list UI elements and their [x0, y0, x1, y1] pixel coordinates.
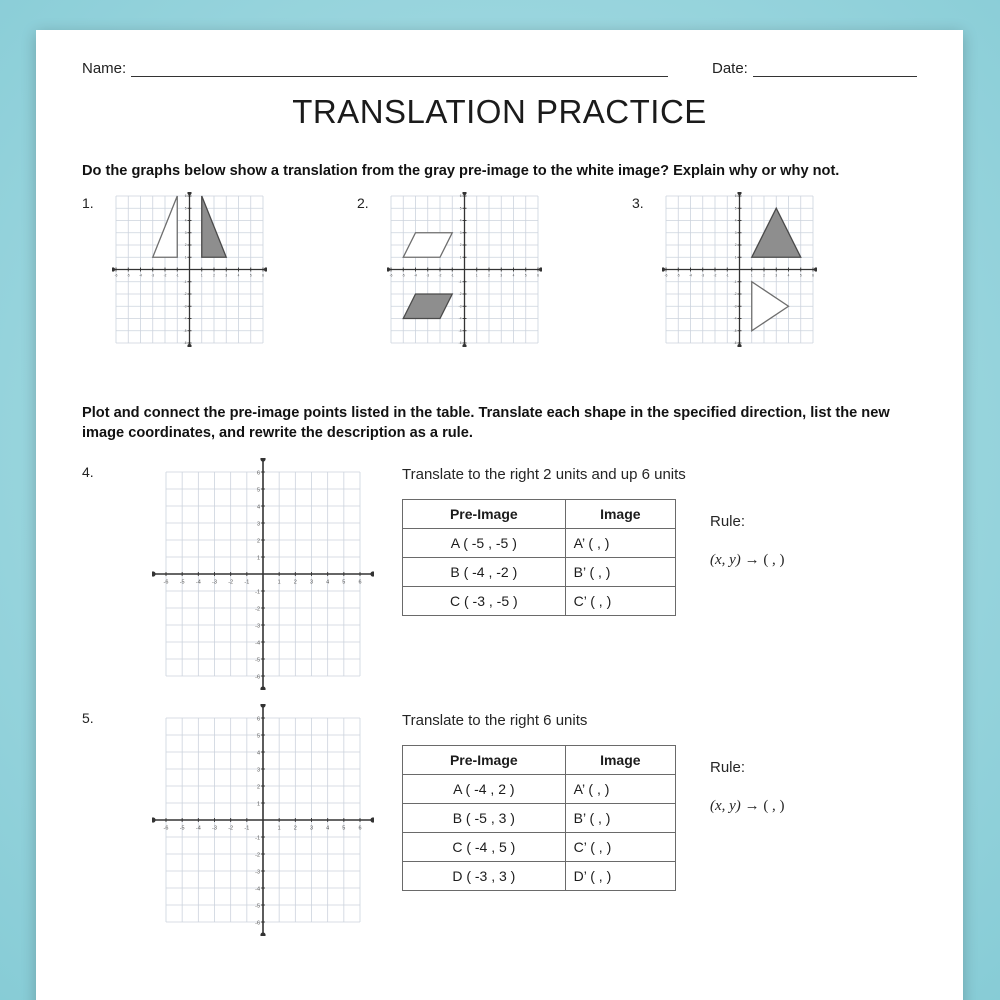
svg-text:-3: -3 [701, 273, 705, 278]
identify-problems-row [82, 192, 917, 347]
svg-text:2: 2 [488, 273, 490, 278]
problem-5-number: 5. [82, 710, 94, 727]
svg-text:2: 2 [256, 538, 260, 545]
problem-1 [82, 192, 357, 347]
problem-5-instruction: Translate to the right 6 units [402, 712, 588, 730]
svg-text:5: 5 [342, 579, 346, 586]
image-answer-cell[interactable]: C’ ( , ) [565, 587, 675, 616]
svg-text:3: 3 [459, 230, 462, 235]
svg-text:-3: -3 [733, 304, 737, 309]
svg-text:-6: -6 [255, 674, 260, 681]
svg-text:-4: -4 [255, 886, 260, 893]
svg-text:3: 3 [225, 273, 228, 278]
problem-4-rule-label: Rule: [710, 513, 746, 531]
svg-text:-2: -2 [228, 579, 234, 586]
problem-5-table [402, 745, 676, 891]
problem-4-number: 4. [82, 464, 94, 481]
svg-text:1: 1 [277, 825, 281, 832]
svg-text:1: 1 [200, 273, 203, 278]
svg-text:-2: -2 [713, 273, 717, 278]
image-answer-cell[interactable]: D’ ( , ) [565, 862, 675, 891]
svg-text:-1: -1 [450, 273, 454, 278]
name-label: Name: [82, 60, 127, 77]
svg-text:1: 1 [459, 255, 462, 260]
column-header-image: Image [565, 746, 675, 775]
svg-text:-2: -2 [733, 291, 737, 296]
svg-text:-6: -6 [163, 825, 169, 832]
svg-text:-2: -2 [183, 291, 187, 296]
svg-text:-4: -4 [414, 273, 417, 278]
problem-5 [82, 704, 917, 936]
table-row [403, 587, 676, 616]
svg-text:-4: -4 [195, 825, 201, 832]
svg-text:-1: -1 [733, 279, 737, 284]
svg-text:5: 5 [249, 273, 252, 278]
problem-5-rule-equation[interactable] [710, 798, 785, 815]
problem-4-instruction: Translate to the right 2 units and up 6 units [402, 466, 686, 484]
svg-text:2: 2 [256, 784, 260, 791]
svg-text:-4: -4 [458, 316, 462, 321]
rule-prefix: (x, y) [710, 798, 741, 815]
image-answer-cell[interactable]: C’ ( , ) [565, 833, 675, 862]
svg-text:3: 3 [309, 579, 314, 586]
svg-text:-5: -5 [179, 579, 185, 586]
svg-text:-3: -3 [458, 304, 462, 309]
prompt-plot-and-translate: Plot and connect the pre-image points listed in the table. Translate each shape in the specified direction, list the new image coordinates, and rewrite the description as a rule. [82, 404, 890, 442]
svg-text:6: 6 [537, 273, 539, 278]
pre-image-cell: B ( -5 , 3 ) [403, 804, 566, 833]
problem-3-number: 3. [632, 194, 644, 211]
svg-text:-5: -5 [458, 328, 462, 333]
svg-text:3: 3 [500, 273, 503, 278]
svg-text:-5: -5 [183, 328, 187, 333]
svg-text:-6: -6 [163, 579, 169, 586]
svg-text:5: 5 [459, 206, 462, 211]
svg-text:-2: -2 [438, 273, 442, 278]
svg-text:5: 5 [256, 733, 260, 740]
svg-text:-2: -2 [255, 852, 260, 859]
pre-image-cell: D ( -3 , 3 ) [403, 862, 566, 891]
svg-text:-4: -4 [255, 640, 260, 647]
svg-text:-5: -5 [179, 825, 185, 832]
svg-text:6: 6 [459, 193, 462, 198]
problem-1-graph [112, 192, 267, 347]
svg-text:-5: -5 [255, 657, 260, 664]
pre-image-cell: A ( -4 , 2 ) [403, 775, 566, 804]
svg-text:-3: -3 [255, 869, 260, 876]
svg-text:1: 1 [277, 579, 281, 586]
svg-text:4: 4 [459, 218, 462, 223]
svg-text:-3: -3 [183, 304, 187, 309]
svg-text:6: 6 [358, 579, 362, 586]
svg-text:-5: -5 [733, 328, 737, 333]
svg-text:-6: -6 [183, 340, 187, 345]
problem-4-rule [710, 499, 785, 569]
svg-text:3: 3 [309, 825, 314, 832]
problem-2 [357, 192, 632, 347]
svg-text:6: 6 [184, 193, 187, 198]
column-header-image: Image [565, 500, 675, 529]
rule-blank[interactable]: ( , ) [763, 798, 785, 815]
worksheet-page [36, 30, 963, 1000]
svg-text:1: 1 [475, 273, 478, 278]
image-answer-cell[interactable]: A’ ( , ) [565, 529, 675, 558]
svg-text:-4: -4 [733, 316, 737, 321]
svg-text:-6: -6 [458, 340, 462, 345]
svg-text:6: 6 [734, 193, 737, 198]
svg-text:2: 2 [184, 242, 187, 247]
svg-text:-1: -1 [175, 273, 179, 278]
problem-4-rule-equation[interactable] [710, 552, 785, 569]
prompt-identify-translation: Do the graphs below show a translation from the gray pre-image to the white image? Explain why or why not. [82, 163, 840, 179]
svg-text:2: 2 [459, 242, 462, 247]
problem-2-number: 2. [357, 194, 369, 211]
gray-parallelogram [403, 294, 452, 319]
svg-text:5: 5 [524, 273, 527, 278]
svg-text:-3: -3 [426, 273, 430, 278]
column-header-pre-image: Pre-Image [403, 500, 566, 529]
svg-text:2: 2 [293, 825, 297, 832]
table-row [403, 862, 676, 891]
svg-text:-3: -3 [212, 825, 217, 832]
rule-blank[interactable]: ( , ) [763, 552, 785, 569]
date-label: Date: [712, 60, 748, 77]
svg-text:2: 2 [213, 273, 215, 278]
white-triangle [752, 281, 789, 330]
svg-text:-1: -1 [183, 279, 187, 284]
arrow-icon: → [744, 552, 760, 569]
table-row [403, 833, 676, 862]
svg-text:-4: -4 [139, 273, 142, 278]
svg-text:1: 1 [256, 801, 260, 808]
svg-text:-1: -1 [458, 279, 462, 284]
page-title: TRANSLATION PRACTICE [292, 93, 707, 130]
name-input-line[interactable] [131, 62, 668, 77]
image-answer-cell[interactable]: B’ ( , ) [565, 558, 675, 587]
svg-text:-6: -6 [389, 273, 393, 278]
svg-text:2: 2 [734, 242, 737, 247]
svg-text:-3: -3 [212, 579, 217, 586]
svg-text:-6: -6 [114, 273, 118, 278]
svg-text:-2: -2 [255, 606, 260, 613]
arrow-icon: → [744, 798, 760, 815]
problem-1-number: 1. [82, 194, 94, 211]
svg-text:5: 5 [799, 273, 802, 278]
table-header-row [403, 746, 676, 775]
white-parallelogram [403, 232, 452, 257]
problem-5-graph[interactable] [152, 704, 374, 936]
svg-text:2: 2 [763, 273, 765, 278]
svg-text:3: 3 [256, 521, 260, 528]
svg-text:5: 5 [184, 206, 187, 211]
rule-prefix: (x, y) [710, 552, 741, 569]
svg-text:1: 1 [256, 555, 260, 562]
svg-text:-2: -2 [163, 273, 167, 278]
svg-text:3: 3 [734, 230, 737, 235]
svg-text:5: 5 [342, 825, 346, 832]
problem-5-rule-label: Rule: [710, 759, 746, 777]
svg-text:-4: -4 [183, 316, 187, 321]
svg-text:3: 3 [775, 273, 778, 278]
svg-text:-3: -3 [151, 273, 155, 278]
svg-text:6: 6 [256, 716, 260, 723]
pre-image-cell: C ( -3 , -5 ) [403, 587, 566, 616]
svg-text:4: 4 [734, 218, 737, 223]
svg-text:-3: -3 [255, 623, 260, 630]
svg-text:-1: -1 [244, 579, 250, 586]
svg-text:-5: -5 [676, 273, 680, 278]
svg-text:-4: -4 [195, 579, 201, 586]
svg-text:4: 4 [237, 273, 240, 278]
svg-text:2: 2 [293, 579, 297, 586]
svg-text:-2: -2 [228, 825, 234, 832]
svg-text:1: 1 [734, 255, 737, 260]
svg-text:4: 4 [326, 825, 330, 832]
svg-text:-5: -5 [401, 273, 405, 278]
svg-text:-2: -2 [458, 291, 462, 296]
table-header-row [403, 500, 676, 529]
svg-text:-4: -4 [689, 273, 692, 278]
svg-text:4: 4 [256, 504, 260, 511]
image-answer-cell[interactable]: A’ ( , ) [565, 775, 675, 804]
svg-text:6: 6 [358, 825, 362, 832]
table-row [403, 529, 676, 558]
pre-image-cell: B ( -4 , -2 ) [403, 558, 566, 587]
svg-text:3: 3 [184, 230, 187, 235]
svg-text:6: 6 [812, 273, 814, 278]
pre-image-cell: A ( -5 , -5 ) [403, 529, 566, 558]
pre-image-cell: C ( -4 , 5 ) [403, 833, 566, 862]
svg-text:-1: -1 [725, 273, 729, 278]
svg-text:-6: -6 [733, 340, 737, 345]
svg-text:-6: -6 [664, 273, 668, 278]
problem-4-graph[interactable] [152, 458, 374, 690]
svg-text:4: 4 [184, 218, 187, 223]
svg-text:1: 1 [184, 255, 187, 260]
name-date-row [82, 60, 917, 77]
svg-text:4: 4 [787, 273, 790, 278]
svg-text:6: 6 [256, 470, 260, 477]
problem-5-rule [710, 745, 785, 815]
svg-text:-1: -1 [244, 825, 250, 832]
svg-text:5: 5 [256, 487, 260, 494]
svg-text:6: 6 [262, 273, 264, 278]
problem-2-graph [387, 192, 542, 347]
svg-text:-1: -1 [255, 835, 260, 842]
problem-4-table [402, 499, 676, 616]
table-row [403, 558, 676, 587]
image-answer-cell[interactable]: B’ ( , ) [565, 804, 675, 833]
problem-4 [82, 458, 917, 690]
problem-3-graph [662, 192, 817, 347]
svg-text:-5: -5 [126, 273, 130, 278]
column-header-pre-image: Pre-Image [403, 746, 566, 775]
svg-text:4: 4 [512, 273, 515, 278]
svg-text:4: 4 [256, 750, 260, 757]
svg-text:-5: -5 [255, 903, 260, 910]
svg-text:5: 5 [734, 206, 737, 211]
svg-text:-1: -1 [255, 589, 260, 596]
date-input-line[interactable] [753, 62, 917, 77]
svg-text:-6: -6 [255, 920, 260, 927]
table-row [403, 775, 676, 804]
svg-text:4: 4 [326, 579, 330, 586]
table-row [403, 804, 676, 833]
svg-text:3: 3 [256, 767, 260, 774]
problem-3 [632, 192, 907, 347]
svg-text:1: 1 [750, 273, 753, 278]
